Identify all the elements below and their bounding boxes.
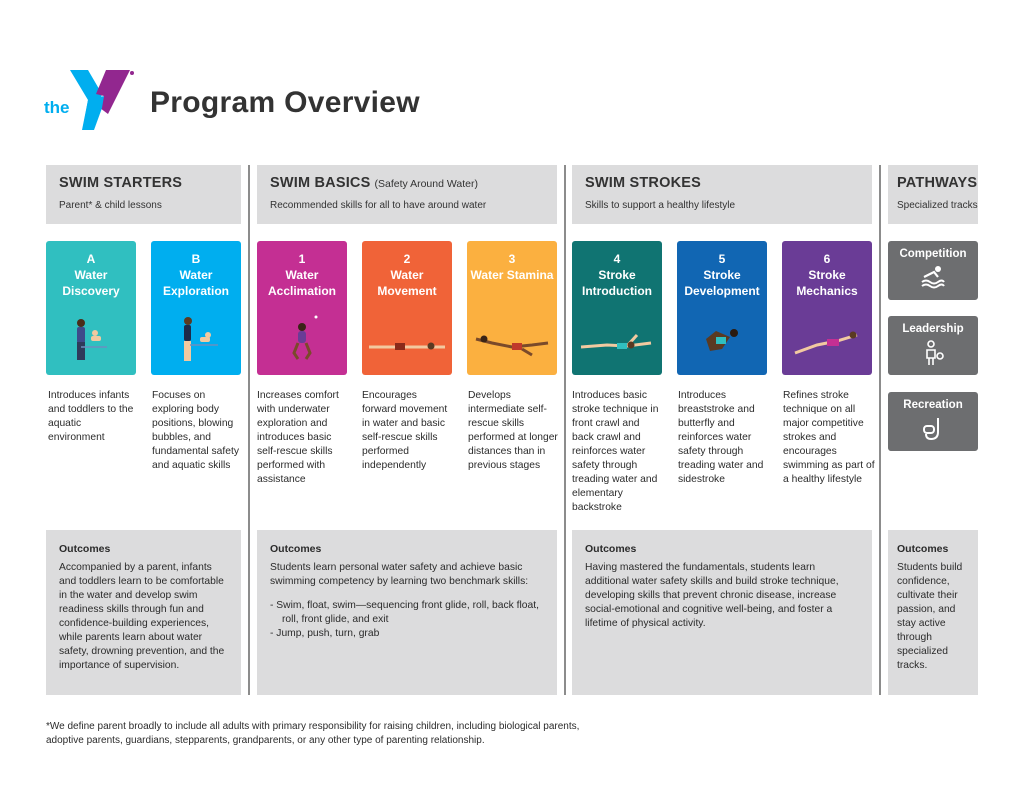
stage-number: 3 bbox=[508, 252, 516, 266]
swimmer-stamina-illustration bbox=[472, 313, 552, 365]
section-subtitle: Skills to support a healthy lifestyle bbox=[585, 200, 736, 211]
stage-description-5: Introduces breaststroke and butterfly and reinforces water safety through treading water and sidestroke bbox=[678, 390, 764, 485]
stage-description-4: Introduces basic stroke technique in front crawl and back crawl and reinforces water safety through treading water and elementary backstroke bbox=[572, 390, 659, 513]
section-title: PATHWAYS bbox=[897, 175, 978, 191]
section-title-qualifier: (Safety Around Water) bbox=[374, 178, 478, 190]
section-header-swim-strokes bbox=[572, 165, 872, 224]
pathway-label: Recreation bbox=[903, 399, 963, 411]
stage-card-6 bbox=[782, 241, 872, 375]
stage-name: Stroke Development bbox=[684, 268, 760, 298]
page-title: Program Overview bbox=[150, 86, 420, 119]
stage-name: Stroke Mechanics bbox=[796, 268, 858, 298]
stage-card-a bbox=[46, 241, 136, 375]
stage-card-2 bbox=[362, 241, 452, 375]
stage-name: Stroke Introduction bbox=[582, 268, 652, 298]
pathway-competition bbox=[888, 241, 978, 300]
pathway-label: Competition bbox=[899, 248, 967, 260]
gliding-swimmer-illustration bbox=[367, 313, 447, 365]
stage-card-1 bbox=[257, 241, 347, 375]
section-divider bbox=[879, 165, 881, 695]
section-subtitle: Specialized tracks bbox=[897, 200, 978, 211]
stage-number: 4 bbox=[613, 252, 621, 266]
outcomes-text: Students build confidence, cultivate their passion, and stay active through specialized tracks. bbox=[897, 562, 963, 671]
stage-name: Water Movement bbox=[377, 268, 437, 298]
logo-ymca-text: YMCA bbox=[101, 113, 116, 133]
stage-card-b bbox=[151, 241, 241, 375]
outcomes-swim-strokes bbox=[572, 530, 872, 695]
snorkel-icon bbox=[920, 416, 946, 442]
section-divider bbox=[248, 165, 250, 695]
diving-swimmer-illustration bbox=[787, 313, 867, 365]
outcomes-bullet: - Jump, push, turn, grab bbox=[270, 628, 380, 639]
stage-number: A bbox=[86, 252, 96, 266]
stage-description-b: Focuses on exploring body positions, blowing bubbles, and fundamental safety and aquatic skills bbox=[152, 390, 240, 471]
footnote: *We define parent broadly to include all adults with primary responsibility for raising children, including biological parents, adoptive parents, guardians, stepparents, grandparents, or any other type of parenting relationship. bbox=[46, 721, 580, 746]
outcomes-heading: Outcomes bbox=[59, 543, 111, 555]
outcomes-bullet: - Swim, float, swim—sequencing front glide, roll, back float, roll, front glide, and exit bbox=[270, 600, 539, 625]
ymca-logo bbox=[44, 70, 136, 136]
stage-number: 2 bbox=[403, 252, 411, 266]
stage-card-3 bbox=[467, 241, 557, 375]
stage-number: 1 bbox=[298, 252, 306, 266]
section-divider bbox=[564, 165, 566, 695]
stage-number: 5 bbox=[718, 252, 726, 266]
outcomes-heading: Outcomes bbox=[897, 543, 949, 555]
outcomes-text: Students learn personal water safety and achieve basic swimming competency by learning two benchmark skills: bbox=[270, 562, 529, 587]
stage-description-6: Refines stroke technique on all major competitive strokes and encourages swimming as part of a healthy lifestyle bbox=[783, 390, 875, 485]
stage-name: Water Acclimation bbox=[267, 268, 336, 298]
swimmer-icon bbox=[920, 265, 946, 289]
stage-number: B bbox=[191, 252, 201, 266]
jumping-child-illustration bbox=[262, 313, 342, 365]
section-title: SWIM STROKES bbox=[585, 175, 701, 191]
section-title: SWIM BASICS bbox=[270, 175, 371, 191]
section-header-swim-starters bbox=[46, 165, 241, 224]
stage-description-3: Develops intermediate self-rescue skills performed at longer distances than in previous stages bbox=[468, 390, 558, 471]
logo-the-text: the bbox=[44, 98, 70, 117]
parent-child-illustration bbox=[156, 313, 236, 365]
outcomes-swim-starters bbox=[46, 530, 241, 695]
front-crawl-swimmer-illustration bbox=[577, 313, 657, 365]
section-subtitle: Recommended skills for all to have around water bbox=[270, 200, 487, 211]
stage-description-1: Increases comfort with underwater exploration and introduces basic self-rescue skills performed with assistance bbox=[257, 390, 339, 485]
stage-card-4 bbox=[572, 241, 662, 375]
lifeguard-icon bbox=[920, 340, 946, 366]
section-header-swim-basics bbox=[257, 165, 557, 224]
stage-description-a: Introduces infants and toddlers to the aquatic environment bbox=[48, 390, 134, 443]
section-header-pathways bbox=[888, 165, 978, 224]
stage-name: Water Exploration bbox=[162, 268, 229, 298]
stage-card-5 bbox=[677, 241, 767, 375]
stage-number: 6 bbox=[823, 252, 831, 266]
outcomes-text: Having mastered the fundamentals, students learn additional water safety skills and build stroke technique, developing skills that prevent chronic disease, increase social-emotional and cognitive well-being, and foster a lifetime of physical activity. bbox=[585, 562, 839, 629]
stage-description-2: Encourages forward movement in water and basic self-rescue skills performed independently bbox=[362, 390, 448, 471]
stage-name: Water Discovery bbox=[62, 268, 120, 298]
pathway-recreation bbox=[888, 392, 978, 451]
section-title: SWIM STARTERS bbox=[59, 175, 183, 191]
outcomes-heading: Outcomes bbox=[585, 543, 637, 555]
parent-infant-illustration bbox=[51, 313, 131, 365]
outcomes-text: Accompanied by a parent, infants and toddlers learn to be comfortable in the water and develop swim readiness skills through fun and confidence-building experiences, while parents learn about water safety, drowning prevention, and the importance of supervision. bbox=[59, 562, 225, 671]
pathway-label: Leadership bbox=[902, 323, 964, 335]
outcomes-bullet-list bbox=[270, 599, 545, 641]
outcomes-swim-basics bbox=[257, 530, 557, 695]
section-subtitle: Parent* & child lessons bbox=[59, 200, 162, 211]
pathway-leadership bbox=[888, 316, 978, 375]
stage-name: Water Stamina bbox=[470, 268, 554, 282]
outcomes-pathways bbox=[888, 530, 978, 695]
breaststroke-swimmer-illustration bbox=[682, 313, 762, 365]
outcomes-heading: Outcomes bbox=[270, 543, 322, 555]
